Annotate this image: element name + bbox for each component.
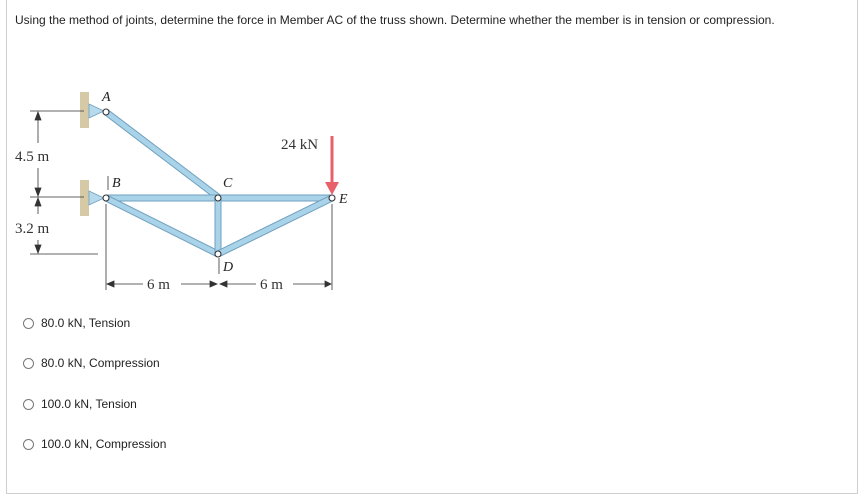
pin-e xyxy=(329,195,335,201)
option-label: 100.0 kN, Compression xyxy=(41,437,167,451)
dim-height-top: 4.5 m xyxy=(15,149,50,165)
option-label: 100.0 kN, Tension xyxy=(41,397,137,411)
option-label: 80.0 kN, Compression xyxy=(41,356,160,370)
option-label: 80.0 kN, Tension xyxy=(41,316,131,330)
dim-span-left: 6 m xyxy=(147,277,170,293)
option-4[interactable] xyxy=(23,437,166,451)
radio-button[interactable] xyxy=(23,399,34,410)
load-label: 24 kN xyxy=(281,137,319,153)
truss-members xyxy=(106,112,332,254)
radio-button[interactable] xyxy=(23,439,34,450)
radio-button[interactable] xyxy=(23,318,34,329)
question-text: Using the method of joints, determine the force in Member AC of the truss shown. Determine whether the member is in tension or compression. xyxy=(15,13,775,27)
joint-label-a: A xyxy=(102,90,111,105)
dim-height-bottom: 3.2 m xyxy=(15,221,50,237)
bracket-a xyxy=(89,104,104,118)
bracket-b xyxy=(89,191,104,205)
truss-diagram xyxy=(0,80,380,305)
load-arrow-head xyxy=(325,182,339,195)
dim-span-right: 6 m xyxy=(260,277,283,293)
joint-label-b: B xyxy=(112,176,121,191)
joint-label-e: E xyxy=(339,192,348,207)
radio-button[interactable] xyxy=(23,358,34,369)
option-1[interactable] xyxy=(23,316,130,330)
option-3[interactable] xyxy=(23,397,137,411)
joint-label-c: C xyxy=(223,176,233,191)
pin-c xyxy=(215,195,221,201)
pin-d xyxy=(215,251,221,257)
option-2[interactable] xyxy=(23,356,160,370)
support-a xyxy=(80,92,89,128)
support-b xyxy=(80,180,89,216)
pin-b xyxy=(103,195,109,201)
pin-a xyxy=(103,109,109,115)
joint-label-d: D xyxy=(223,260,234,275)
